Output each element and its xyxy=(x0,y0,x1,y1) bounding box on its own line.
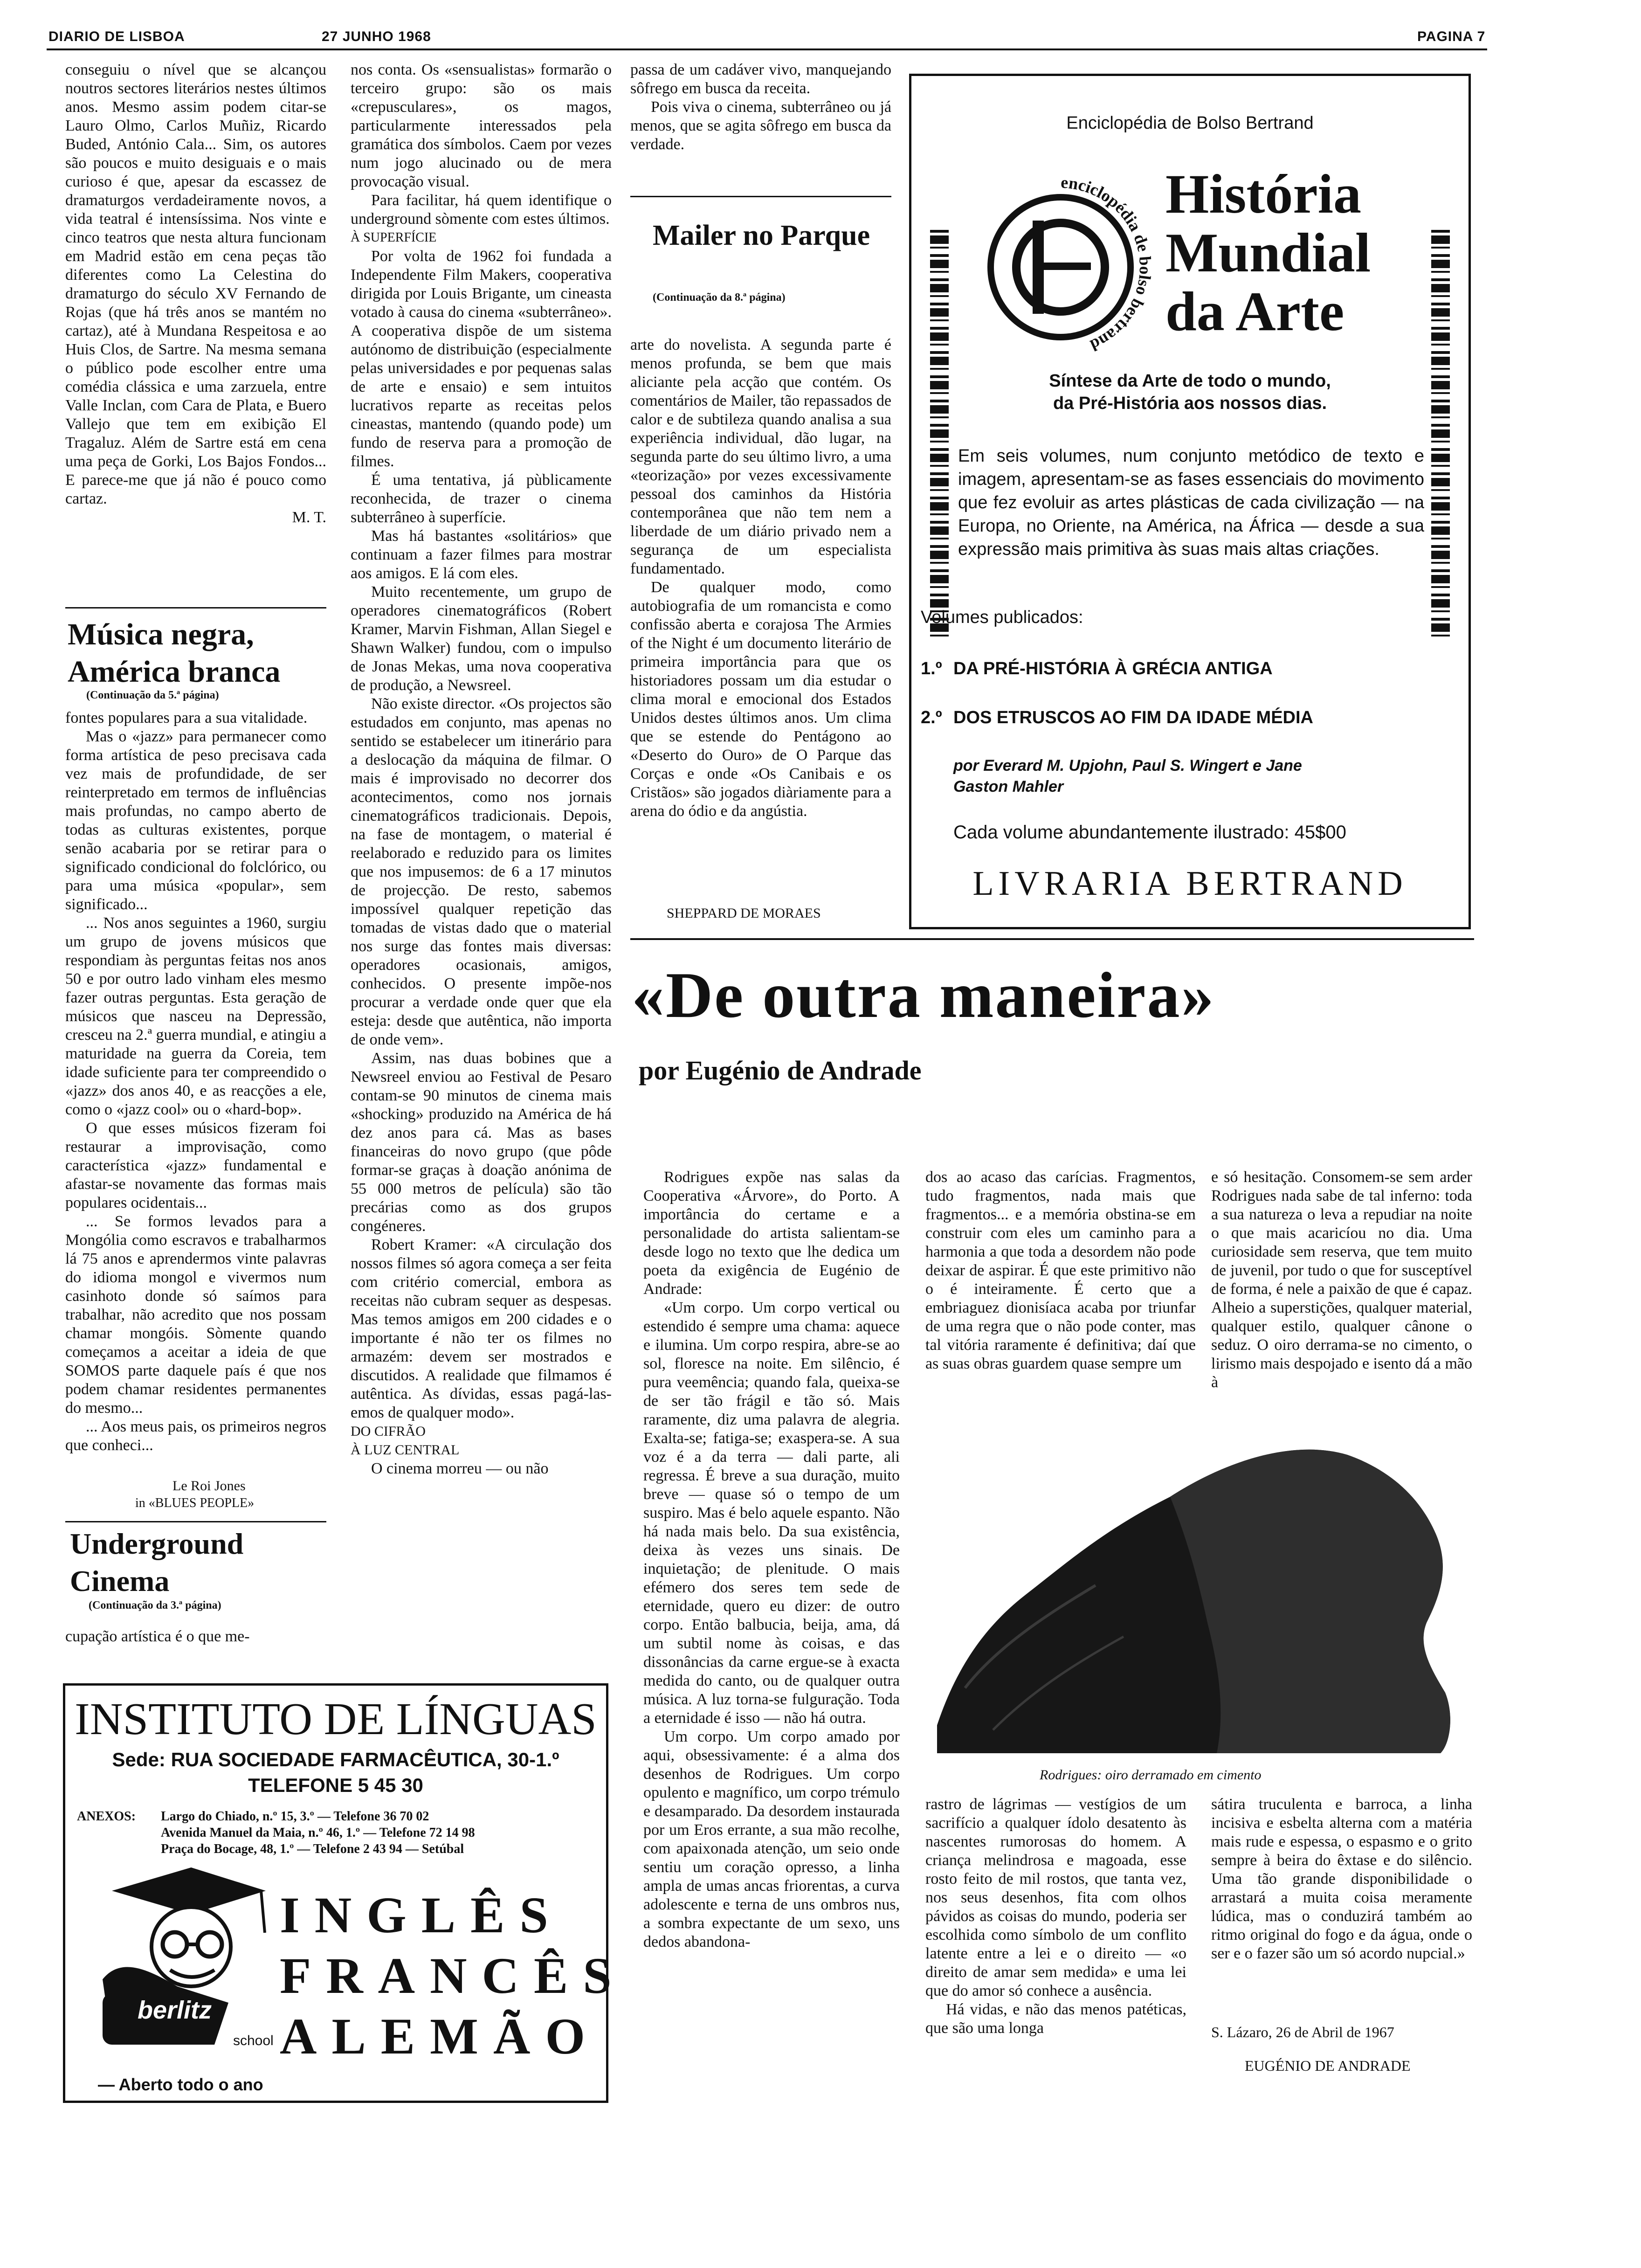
annexes-label: ANEXOS: xyxy=(77,1809,136,1824)
article-paragraph: Muito recentemente, um grupo de operadores cinematográficos (Robert Kramer, Marvin Fishman, Allan Siegel e Shawn Walker) fundou, com o impulso de Jonas Mekas, uma nova cooperativa de produção, a Newsreel. xyxy=(351,583,612,694)
berlitz-logo-text: berlitz xyxy=(138,1996,212,2024)
underground-article-start xyxy=(65,1627,326,1647)
volume-title: DOS ETRUSCOS AO FIM DA IDADE MÉDIA xyxy=(953,708,1313,727)
article-paragraph: arte do novelista. A segunda parte é menos profunda, se bem que mais aliciante pela acção que contém. Os comentários de Mailer, tão repassados de calor e de subtileza quando analisa a sua experiência individual, dão lugar, na segunda parte do seu último livro, a uma «teorização» por vezes excessivamente pessoal dos caminhos da História contemporânea que não tem nem a liberdade de um diário privado nem a segurança de um especialista fundamentado. xyxy=(630,336,891,577)
bertrand-ad xyxy=(909,74,1471,929)
feature-place-date: S. Lázaro, 26 de Abril de 1967 xyxy=(1211,2024,1394,2040)
article-paragraph: Um corpo. Um corpo amado por aqui, obsessivamente: é a alma dos desenhos de Rodrigues. Um corpo opulento e magnífico, um corpo trémulo e desamparado. Da desordem instaurada por um Eros errante, a sua mão recolhe, com apaixonada atenção, um seio onde sentiu um coração opresso, a linha ampla de umas ancas friorentas, a curva adolescente e terna de uns ombros nus, a sombra expectante de um sexo, uns dedos abandona- xyxy=(643,1728,900,1950)
issue-date: 27 JUNHO 1968 xyxy=(322,29,431,44)
article-paragraph: Rodrigues expõe nas salas da Cooperativa «Árvore», do Porto. A importância do certame e a personalidade do artista salientam-se desde logo no texto que lhe dedica um poeta da exigência de Eugénio de Andrade: xyxy=(643,1169,900,1298)
article-paragraph: Para facilitar, há quem identifique o underground sòmente com estes últimos. xyxy=(351,192,612,228)
author-signature: M. T. xyxy=(292,509,326,526)
musica-headline-line2: América branca xyxy=(68,655,281,689)
mailer-headline: Mailer no Parque xyxy=(653,220,870,251)
ad-authors-line1: por Everard M. Upjohn, Paul S. Wingert e Jane xyxy=(953,757,1302,774)
ad-kicker: Enciclopédia de Bolso Bertrand xyxy=(1066,113,1314,133)
feature-byline: por Eugénio de Andrade xyxy=(639,1055,922,1086)
article-paragraph: De qualquer modo, como autobiografia de um romancista e como confissão aberta e corajosa The Armies of the Night é um documento literário de primeira importância para que os historiadores possam um dia estudar o clima moral e emocional dos Estados Unidos destes últimos anos. Um clima que se estende do Pentágono ao «Deserto do Ouro» de O Parque das Corças e onde «Os Canibais e os Cristãos» são jogados diàriamente para a arena do ódio e da angústia. xyxy=(630,579,891,820)
article-paragraph: Robert Kramer: «A circulação dos nossos filmes só agora começa a ser feita com critério comercial, embora as receitas não cubram sequer as despesas. Mas temos amigos em 200 cidades e o importante é não ter os filmes no armazém: devem ser mostrados e discutidos. A realidade que filmamos é autêntica. As dívidas, essas pagá-las-emos de qualquer modo». xyxy=(351,1236,612,1421)
ad-title-line1: História xyxy=(1165,163,1361,225)
article-paragraph: Há vidas, e não das menos patéticas, que são uma longa xyxy=(925,2001,1186,2037)
header-rule xyxy=(47,48,1487,50)
author-signature: EUGÉNIO DE ANDRADE xyxy=(1245,2057,1411,2074)
article-paragraph: É uma tentativa, já pùblicamente reconhecida, de trazer o cinema subterrâneo à superfície. xyxy=(351,471,612,526)
article-paragraph: sátira truculenta e barroca, a linha incisiva e esbelta alterna com a matéria mais rude e espessa, o espasmo e o grito sempre à beira do êxtase e do silêncio. Uma tão grande disponibilidade o arrastará a muita coisa meramente lúdica, mas o conduzirá também ao ritmo original do fogo e da água, onde o ser e o fazer são um só acordo nupcial.» xyxy=(1211,1796,1472,1962)
instituto-footer: — Aberto todo o ano xyxy=(98,2075,263,2094)
annex-address: Avenida Manuel da Maia, n.º 46, 1.º — Telefone 72 14 98 xyxy=(161,1825,475,1840)
volume-number: 1.º xyxy=(921,659,942,678)
bertrand-logo-icon xyxy=(963,169,1158,365)
article-paragraph: dos ao acaso das carícias. Fragmentos, tudo fragmentos, nada mais que fragmentos... e a memória obstina-se em construir com eles um caminho para a harmonia a que toda a desordem não pode deixar de aspirar. É que este primitivo não o é inteiramente. É certo que a embriaguez dionisíaca acaba por triunfar de uma regra que o não pode conter, mas tal vitória raramente é definitiva; daí que as suas obras guardem quase sempre um xyxy=(925,1169,1196,1372)
mailer-article-body xyxy=(630,336,891,895)
musica-headline-line1: Música negra, xyxy=(68,617,254,651)
quote-source: Le Roi Jones xyxy=(172,1478,246,1494)
article-paragraph: passa de um cadáver vivo, manquejando sôfrego em busca da receita. xyxy=(630,61,891,97)
article-paragraph: «Um corpo. Um corpo vertical ou estendido é sempre uma chama: aquece e ilumina. Um corpo respira, abre-se ao sol, floresce na noite. Em silêncio, é pura veemência; quando fala, queixa-se de ser tão frágil e tão só. Mais raramente, diz uma palavra de alegria. Exalta-se; fatiga-se; exaspera-se. A sua voz é a da terra — dali parte, ali regressa. É breve a sua duração, muito breve — quase só o tempo de um suspiro. Mas é belo aquele espanto. Não há nada mais belo. Da sua existência, deixa às vezes uns sinais. De inquietação; de plenitude. O mais efémero dos seres tem sede de eternidade, quero eu dizer: de outro corpo. Então balbucia, beija, ama, dá um subtil nome às coisas, e das dissonâncias da carne ergue-se à exacta medida do canto, ou de qualquer outra música. A luz torna-se fulguração. Toda a eternidade é isso — não há outra. xyxy=(643,1299,900,1727)
article-paragraph: e só hesitação. Consomem-se sem arder Rodrigues nada sabe de tal inferno: toda a sua natureza o leva a repudiar na noite o que mais acaricíou no dia. Uma curiosidade sem reserva, que tem muito de juvenil, por tudo o que for susceptível de forma, é nele a paixão de que é capaz. Alheio a superstições, qualquer material, qualquer estilo, qualquer cânone o seduz. O oiro derrama-se no cimento, o lirismo mais despojado e isento dá a mão à xyxy=(1211,1169,1472,1391)
feature-headline: «De outra maneira» xyxy=(632,959,1215,1031)
berlitz-school-text: school xyxy=(233,2033,274,2048)
ad-title-line3: da Arte xyxy=(1165,280,1345,342)
ad-title-line2: Mundial xyxy=(1165,221,1371,284)
feature-column-b-top xyxy=(925,1168,1196,1401)
musica-article-body xyxy=(65,709,326,1492)
ad-subtitle-line1: Síntese da Arte de todo o mundo, xyxy=(1049,371,1331,391)
underground-headline-line1: Underground xyxy=(70,1527,244,1560)
article-paragraph: O que esses músicos fizeram foi restaurar a improvisação, como característica «jazz» fundamental e afastar-se novamente das formas mais populares ocidentais... xyxy=(65,1120,326,1211)
language-english: INGLÊS xyxy=(280,1887,563,1943)
underground-headline-line2: Cinema xyxy=(70,1564,170,1597)
annex-address: Praça do Bocage, 48, 1.º — Telefone 2 43 94 — Setúbal xyxy=(161,1842,464,1856)
continuation-note: (Continuação da 8.ª página) xyxy=(653,291,786,304)
instituto-title: INSTITUTO DE LÍNGUAS xyxy=(75,1694,597,1744)
column-divider xyxy=(630,196,891,197)
newspaper-name: DIARIO DE LISBOA xyxy=(48,29,185,44)
article-paragraph: Mas há bastantes «solitários» que continuam a fazer filmes para mostrar aos amigos. E lá com eles. xyxy=(351,527,612,582)
article-paragraph: conseguiu o nível que se alcançou noutros sectores literários nestes últimos anos. Mesmo assim podem citar-se Lauro Olmo, Carlos Muñiz, Ricardo Buded, António Cala... Sim, os autores são poucos e muito desiguais e o mais curioso é que, apesar da escassez de dramaturgos verdadeiramente novos, a vida teatral é intensíssima. Nos vinte e cinco teatros que nesta altura funcionam em Madrid estão em cena peças tão diferentes como La Celestina do dramaturgo do século XV Fernando de Rojas (que há três anos se mantém no cartaz), até à Mundana Respeitosa e ao Huis Clos, de Sartre. Na mesma semana o público pode escolher entre uma comédia clássica e uma zarzuela, entre Valle Inclan, com Cara de Plata, e Buero Vallejo que tem em exibição El Tragaluz. Além de Sartre está em cena uma peça de Gorki, Los Bajos Fondos... E parece-me que já não é pouco como cartaz. xyxy=(65,61,326,507)
greek-key-border-left xyxy=(930,230,949,640)
article-paragraph: ... Aos meus pais, os primeiros negros que conheci... xyxy=(65,1418,326,1454)
feature-column-c-bottom xyxy=(1211,1795,1472,2000)
underground-article-end xyxy=(630,61,891,191)
continuation-note: (Continuação da 5.ª página) xyxy=(86,689,219,701)
language-french: FRANCÊS xyxy=(280,1947,627,2004)
sculpture-photo xyxy=(928,1427,1473,1753)
continuation-note: (Continuação da 3.ª página) xyxy=(89,1599,221,1611)
section-subhead: À SUPERFÍCIE xyxy=(351,230,437,245)
instituto-address: Sede: RUA SOCIEDADE FARMACÊUTICA, 30-1.º xyxy=(112,1749,559,1770)
underground-article-body xyxy=(351,61,612,1655)
feature-column-b-bottom xyxy=(925,1795,1186,2084)
theatre-article-end xyxy=(65,61,326,560)
volume-number: 2.º xyxy=(921,708,942,727)
language-german: ALEMÃO xyxy=(280,2008,600,2065)
ad-subtitle xyxy=(911,370,1469,415)
article-paragraph: Mas o «jazz» para permanecer como forma artística de peso precisava cada vez mais de profundidade, de ser reinterpretado em termos de influências mais profundas, no campo aberto de todas as culturas existentes, porque senão acabaria por se retirar para o significado condicional do folclórico, ou para uma música «popular», sem significado... xyxy=(65,728,326,913)
volume-title: DA PRÉ-HISTÓRIA À GRÉCIA ANTIGA xyxy=(953,659,1273,678)
article-paragraph: Pois viva o cinema, subterrâneo ou já menos, que se agita sôfrego em busca da verdade. xyxy=(630,98,891,153)
article-paragraph: nos conta. Os «sensualistas» formarão o terceiro grupo: são os mais «crepusculares», os magos, particularmente interessados pela gramática dos símbolos. Caem por vezes num jogo alucinado ou de mera provocação visual. xyxy=(351,61,612,190)
ad-shop-name: LIVRARIA BERTRAND xyxy=(972,864,1407,903)
article-paragraph: O cinema morreu — ou não xyxy=(371,1460,549,1477)
annex-address: Largo do Chiado, n.º 15, 3.º — Telefone 36 70 02 xyxy=(161,1809,429,1824)
page-number: PAGINA 7 xyxy=(1417,29,1486,44)
section-subhead: DO CIFRÃO xyxy=(351,1424,426,1439)
article-paragraph: Por volta de 1962 foi fundada a Independente Film Makers, cooperativa dirigida por Louis Brigante, um cineasta votado à causa do cinema «subterrâneo». A cooperativa dispõe de um sistema autónomo de distribuição (especialmente pelas universidades e por pequenas salas de arte e ensaio) e sem intuitos lucrativos reparte as receitas pelos cineastas, mantendo (quando pode) um fundo de reserva para a promoção de filmes. xyxy=(351,248,612,470)
ad-authors-line2: Gaston Mahler xyxy=(953,778,1064,795)
section-subhead: À LUZ CENTRAL xyxy=(351,1442,460,1458)
ad-description: Em seis volumes, num conjunto metódico de texto e imagem, apresentam-se as fases essenciais do movimento que fez evoluir as artes plásticas de cada civilização — na Europa, no Oriente, na América, na África — desde a sua expressão mais primitiva às suas mais altas criações. xyxy=(958,446,1424,559)
article-paragraph: cupação artística é o que me- xyxy=(65,1628,250,1645)
ad-price: Cada volume abundantemente ilustrado: 45$00 xyxy=(953,822,1346,843)
article-paragraph: fontes populares para a sua vitalidade. xyxy=(65,709,308,726)
photo-caption: Rodrigues: oiro derramado em cimento xyxy=(1040,1767,1262,1783)
article-paragraph: Não existe director. «Os projectos são estudados em conjunto, mas apenas no sentido se estabelecer um itinerário para a deslocação da máquina de filmar. O mais é improvisado no decorrer dos acontecimentos, como nos jornais cinematográficos tradicionais. Depois, na fase de montagem, o material é reelaborado e reduzido para os limites que nos impusemos: de 6 a 17 minutos de projecção. De resto, sabemos impossível qualquer repetição das tomadas de vistas dado que o material nos surge das fontes mais diversas: operadores ocasionais, amigos, conhecidos. O presente impõe-nos procurar a verdade onde quer que ela esteja: desde que autêntica, não importa de onde vem». xyxy=(351,695,612,1048)
article-paragraph: ... Nos anos seguintes a 1960, surgiu um grupo de jovens músicos que respondiam às perguntas feitas nos anos 50 e por outro lado vinham eles mesmo fazer outras perguntas. Esta geração de músicos que nasceu na Depressão, cresceu na 2.ª guerra mundial, e atingiu a maturidade na guerra da Coreia, tem idade suficiente para ter compreendido o «jazz» dos anos 40, e as reacções a ele, como o «jazz cool» ou o «hard-bop». xyxy=(65,914,326,1118)
column-divider xyxy=(65,607,326,608)
feature-column-c-top xyxy=(1211,1168,1472,1466)
greek-key-border-right xyxy=(1431,230,1450,640)
quote-source-book: in «BLUES PEOPLE» xyxy=(135,1496,255,1510)
volumes-label: Volumes publicados: xyxy=(921,608,1083,627)
article-paragraph: ... Se formos levados para a Mongólia como escravos e trabalharmos lá 75 anos e aprendermos vinte palavras do idioma mongol e vivermos num casinhoto donde só saímos para trabalhar, não acredito que nos possam chamar mongóis. Sòmente quando começamos a aceitar a ideia de que SOMOS parte daquele país é que nos podem chamar residentes permanentes do mesmo... xyxy=(65,1213,326,1417)
article-paragraph: Assim, nas duas bobines que a Newsreel enviou ao Festival de Pesaro contam-se 90 minutos de cinema mais «shocking» produzido na América de há dez anos para cá. Mas as bases financeiras do novo grupo (que pôde formar-se graças à doação anónima de 55 000 metros de película) são tão precárias como as dos grupos congéneres. xyxy=(351,1050,612,1235)
instituto-ad xyxy=(63,1683,627,2103)
column-divider xyxy=(65,1521,326,1522)
author-signature: SHEPPARD DE MORAES xyxy=(667,906,821,921)
feature-column-a xyxy=(643,1168,900,2133)
feature-top-rule xyxy=(630,938,1474,940)
instituto-phone: TELEFONE 5 45 30 xyxy=(248,1774,423,1796)
logo-ring-text: enciclopédia de bolso bertrand xyxy=(1060,173,1155,355)
article-paragraph: rastro de lágrimas — vestígios de um sacrifício a qualquer ídolo desatento às nascentes rumorosas do homem. A criança melindrosa e magoada, esse rosto feito de mil rostos, que tanta vez, nos seus desenhos, fita com olhos pávidos as coisas do mundo, poderia ser escolhida como símbolo de um conflito latente entre a lei e o direito — «o direito de amar sem medida» e uma lei que do amor só conhece a ausência. xyxy=(925,1796,1186,1999)
ad-subtitle-line2: da Pré-História aos nossos dias. xyxy=(1053,394,1327,413)
